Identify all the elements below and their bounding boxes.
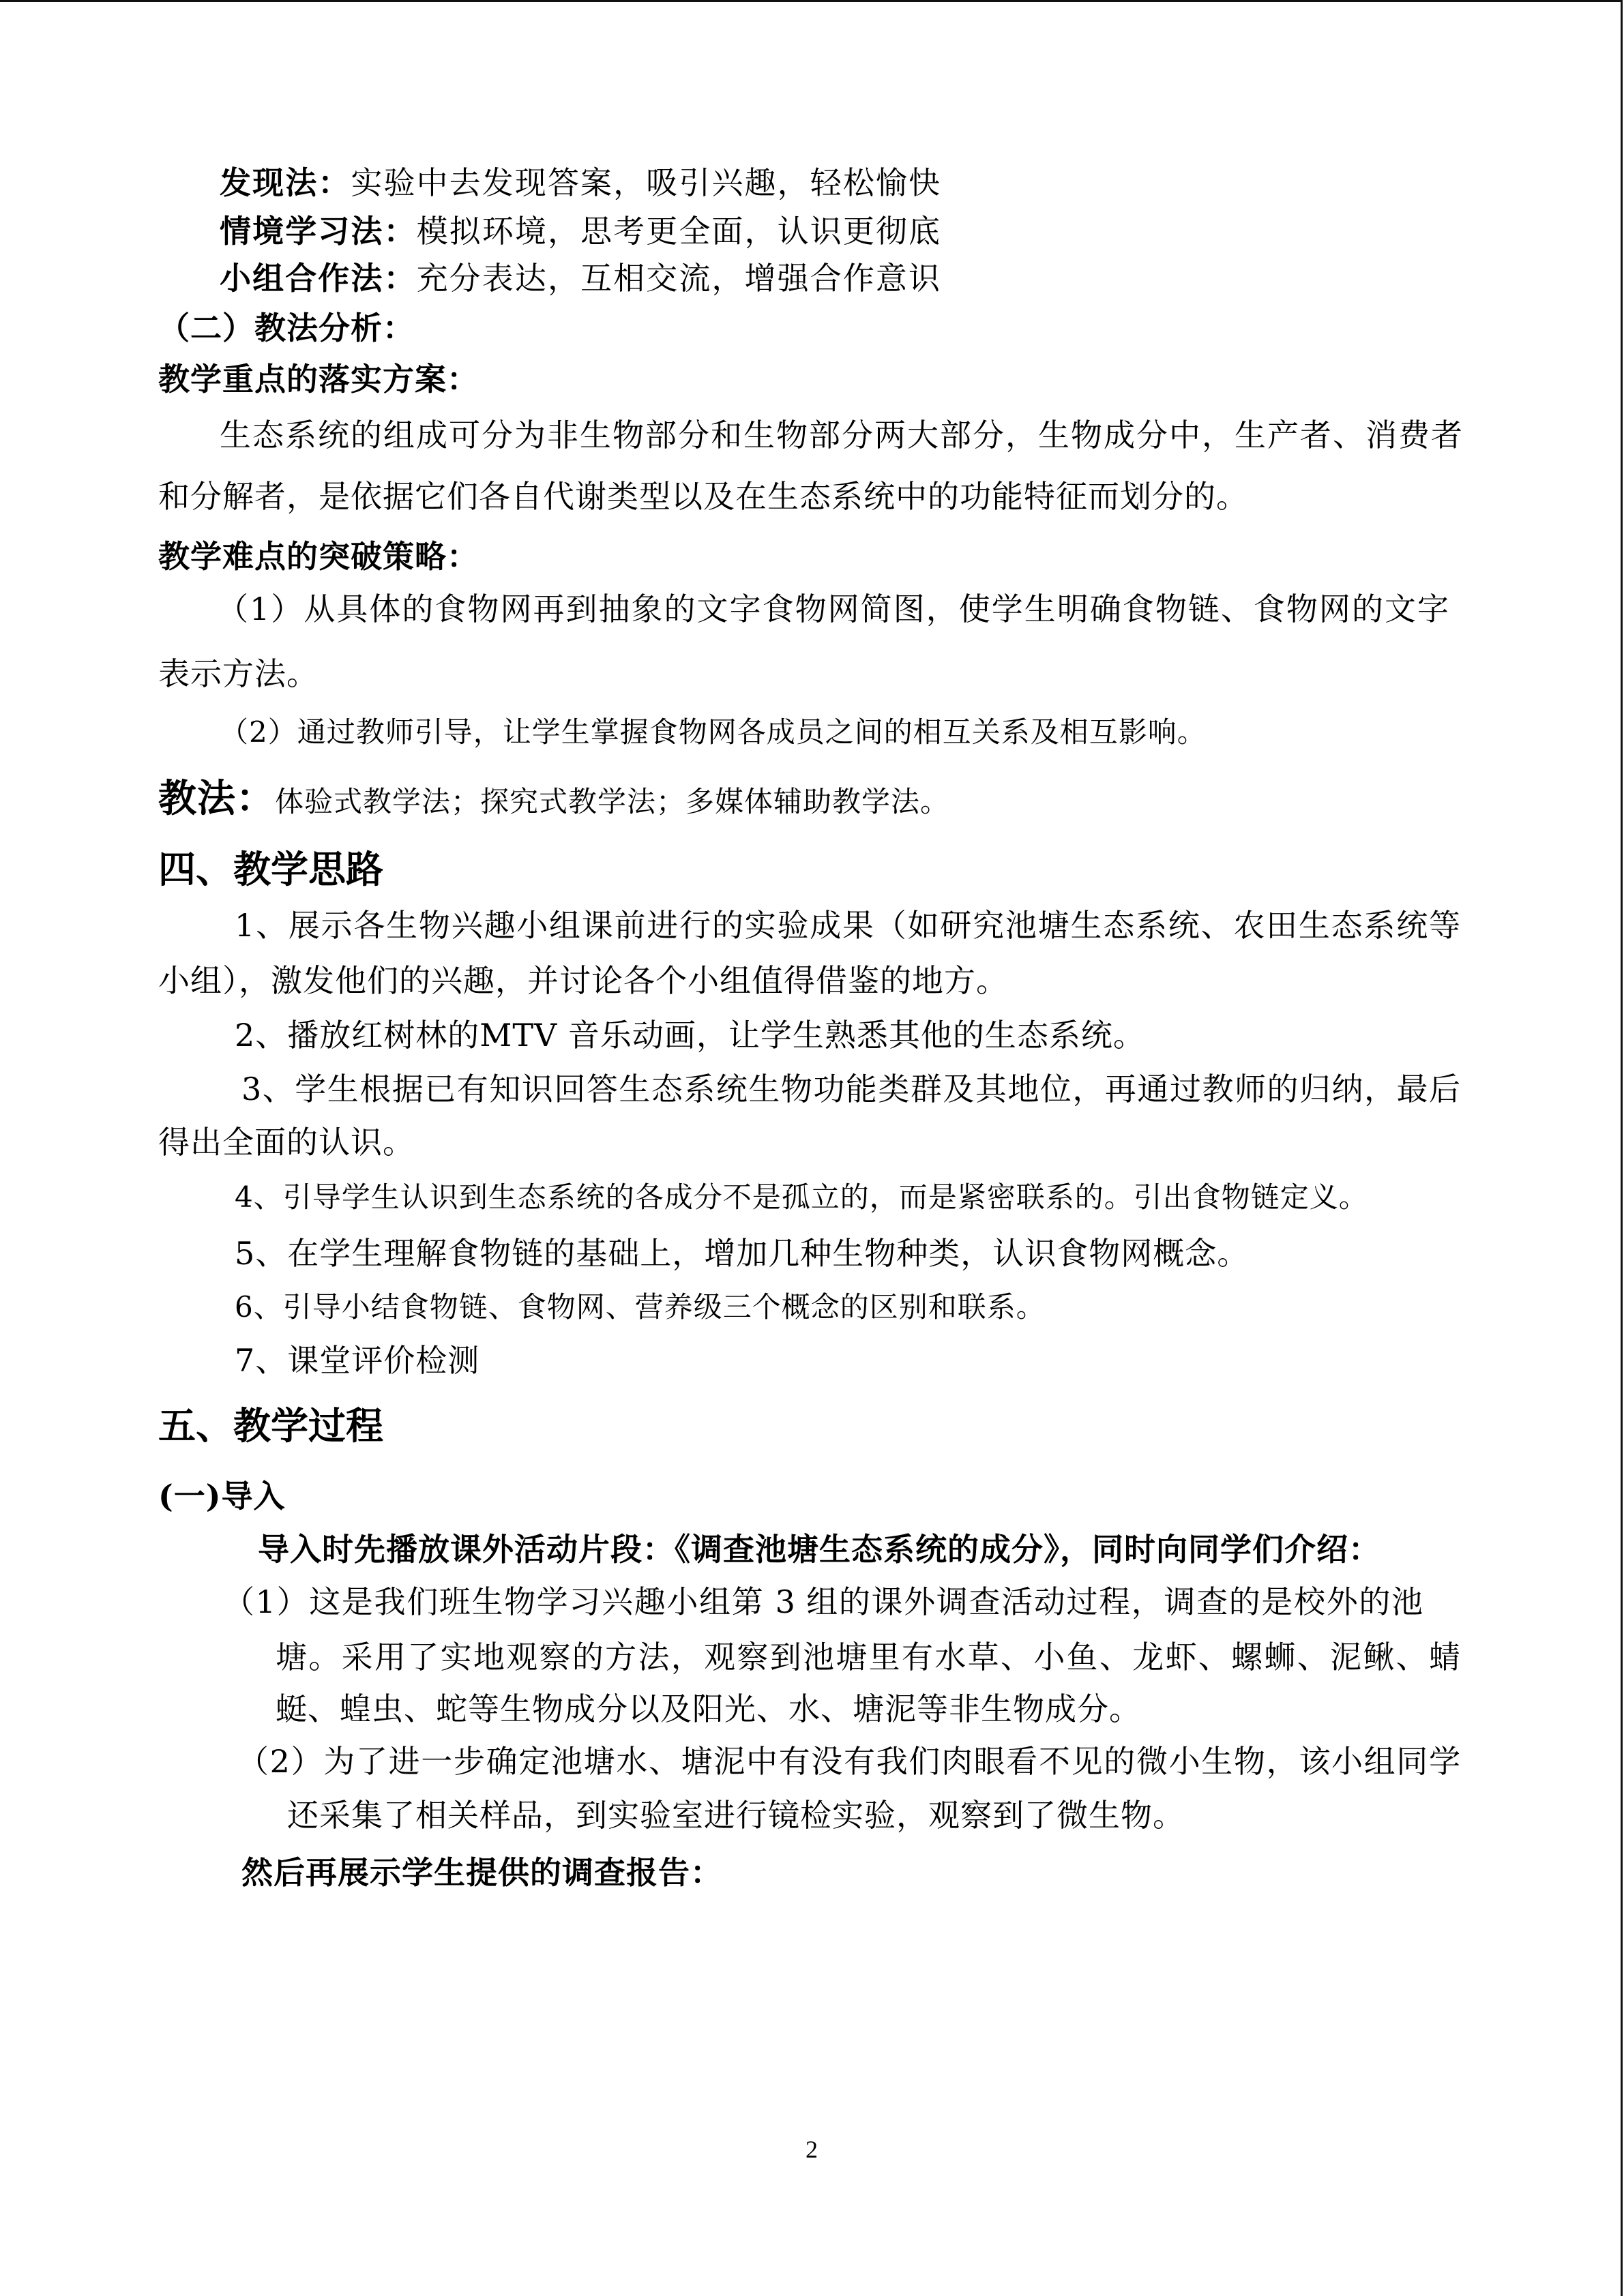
teaching-idea-line: 得出全面的认识。 bbox=[158, 1124, 415, 1161]
teaching-analysis-heading: （二）教法分析： bbox=[158, 310, 415, 346]
learning-method-discovery bbox=[220, 162, 940, 203]
teaching-methods-label: 教法： bbox=[158, 777, 275, 821]
section-heading-teaching-ideas: 四、教学思路 bbox=[158, 848, 384, 891]
teaching-idea-line: 4、引导学生认识到生态系统的各成分不是孤立的，而是紧密联系的。引出食物链定义。 bbox=[235, 1180, 1368, 1214]
teaching-methods-line bbox=[158, 779, 949, 822]
learning-method-text: 实验中去发现答案，吸引兴趣，轻松愉快 bbox=[351, 164, 941, 201]
difficulty-line: （2）通过教师引导，让学生掌握食物网各成员之间的相互关系及相互影响。 bbox=[220, 715, 1207, 749]
teaching-idea-line: 2、播放红树林的MTV 音乐动画，让学生熟悉其他的生态系统。 bbox=[235, 1017, 1145, 1054]
learning-method-label: 情境学习法： bbox=[220, 213, 417, 250]
difficulty-line: （1）从具体的食物网再到抽象的文字食物网简图，使学生明确食物链、食物网的文字 bbox=[217, 591, 1449, 627]
intro-line: 蜓、蝗虫、蛇等生物成分以及阳光、水、塘泥等非生物成分。 bbox=[276, 1690, 1141, 1727]
teaching-idea-line: 小组），激发他们的兴趣，并讨论各个小组值得借鉴的地方。 bbox=[158, 962, 1008, 999]
intro-closing: 然后再展示学生提供的调查报告： bbox=[241, 1854, 722, 1891]
difficulty-heading: 教学难点的突破策略： bbox=[158, 538, 479, 575]
intro-lead: 导入时先播放课外活动片段：《调查池塘生态系统的成分》，同时向同学们介绍： bbox=[258, 1531, 1381, 1568]
learning-method-group bbox=[220, 258, 940, 299]
teaching-idea-line: 5、在学生理解食物链的基础上，增加几种生物种类，认识食物网概念。 bbox=[235, 1235, 1250, 1272]
teaching-idea-line: 6、引导小结食物链、食物网、营养级三个概念的区别和联系。 bbox=[235, 1290, 1046, 1324]
intro-line: 还采集了相关样品，到实验室进行镜检实验，观察到了微生物。 bbox=[287, 1797, 1185, 1834]
page-number: 2 bbox=[806, 2136, 818, 2163]
section-heading-teaching-process: 五、教学过程 bbox=[158, 1404, 384, 1448]
intro-line: （2）为了进一步确定池塘水、塘泥中有没有我们肉眼看不见的微小生物，该小组同学 bbox=[237, 1743, 1460, 1780]
key-point-line: 生态系统的组成可分为非生物部分和生物部分两大部分，生物成分中，生产者、消费者 bbox=[220, 417, 1462, 453]
intro-line: （1）这是我们班生物学习兴趣小组第 3 组的课外调查活动过程，调查的是校外的池 bbox=[223, 1583, 1423, 1620]
learning-method-label: 小组合作法： bbox=[220, 260, 417, 297]
teaching-methods-text: 体验式教学法；探究式教学法；多媒体辅助教学法。 bbox=[275, 785, 950, 818]
intro-heading: (一)导入 bbox=[158, 1478, 286, 1515]
learning-method-situational bbox=[220, 211, 940, 252]
key-point-line: 和分解者，是依据它们各自代谢类型以及在生态系统中的功能特征而划分的。 bbox=[158, 478, 1248, 515]
teaching-idea-line: 3、学生根据已有知识回答生态系统生物功能类群及其地位，再通过教师的归纳，最后 bbox=[241, 1071, 1460, 1107]
difficulty-line: 表示方法。 bbox=[158, 655, 319, 692]
learning-method-text: 模拟环境，思考更全面，认识更彻底 bbox=[416, 213, 941, 250]
teaching-idea-line: 7、课堂评价检测 bbox=[235, 1342, 480, 1379]
learning-method-text: 充分表达，互相交流，增强合作意识 bbox=[416, 260, 941, 297]
learning-method-label: 发现法： bbox=[220, 164, 351, 201]
teaching-idea-line: 1、展示各生物兴趣小组课前进行的实验成果（如研究池塘生态系统、农田生态系统等 bbox=[235, 907, 1460, 944]
intro-line: 塘。采用了实地观察的方法，观察到池塘里有水草、小鱼、龙虾、螺蛳、泥鳅、蜻 bbox=[276, 1639, 1460, 1675]
key-point-heading: 教学重点的落实方案： bbox=[158, 361, 479, 398]
